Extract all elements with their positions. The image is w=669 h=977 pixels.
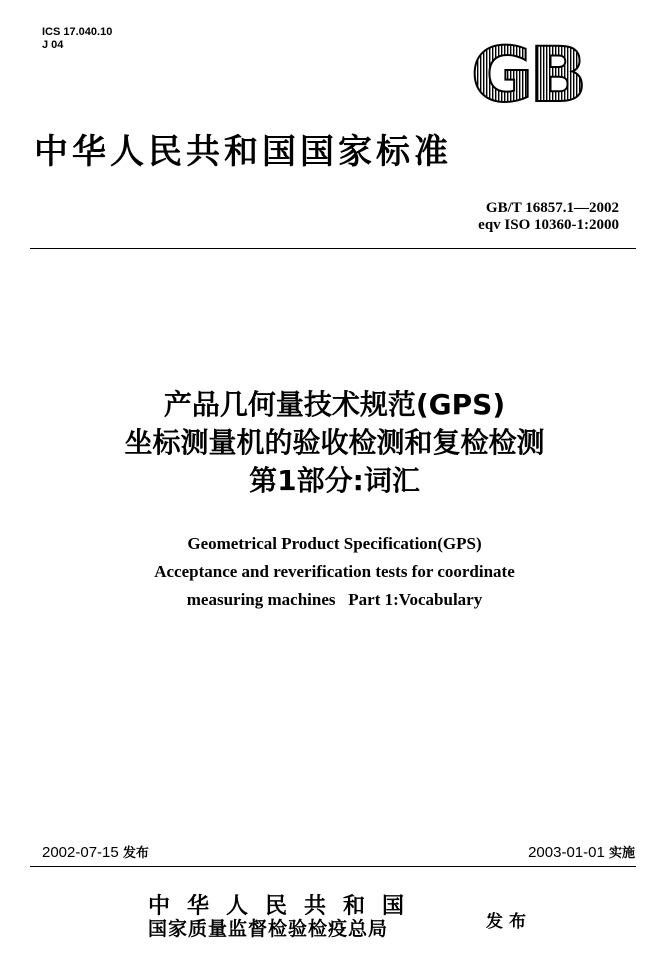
issuing-authority bbox=[148, 894, 421, 940]
issue-date-value: 2002-07-15 bbox=[42, 844, 119, 861]
eqv-code: eqv ISO 10360-1:2000 bbox=[478, 217, 619, 233]
ics-code: ICS 17.040.10 bbox=[42, 26, 113, 38]
logo-text: GB bbox=[470, 40, 584, 106]
issue-date bbox=[42, 842, 149, 861]
gb-logo-icon bbox=[462, 40, 592, 106]
issuer-line-1: 中华人民共和国 bbox=[148, 893, 422, 919]
footer-divider bbox=[30, 866, 636, 867]
english-title-line-3: measuring machines Part 1:Vocabulary bbox=[186, 590, 483, 609]
issuer-line-2: 国家质量监督检验检疫总局 bbox=[148, 918, 389, 940]
gb-code: GB/T 16857.1—2002 bbox=[485, 200, 619, 216]
effective-date bbox=[528, 842, 635, 861]
effective-date-value: 2003-01-01 bbox=[528, 844, 605, 861]
classification-codes bbox=[42, 26, 112, 52]
standard-code bbox=[478, 200, 619, 234]
standard-title: 中华人民共和国国家标准 bbox=[34, 132, 452, 172]
issue-date-label: 发布 bbox=[122, 846, 149, 861]
publish-label: 发布 bbox=[486, 912, 532, 932]
english-title-line-1: Geometrical Product Specification(GPS) bbox=[187, 534, 482, 553]
chinese-title bbox=[0, 386, 669, 500]
ccs-code: J 04 bbox=[42, 39, 64, 51]
chinese-title-line-3: 第1部分:词汇 bbox=[249, 464, 420, 497]
header-divider bbox=[30, 248, 636, 249]
english-title bbox=[0, 530, 669, 614]
effective-date-label: 实施 bbox=[608, 846, 635, 861]
chinese-title-line-1: 产品几何量技术规范(GPS) bbox=[163, 388, 506, 421]
english-title-line-2: Acceptance and reverification tests for coordinate bbox=[154, 562, 515, 581]
chinese-title-line-2: 坐标测量机的验收检测和复检检测 bbox=[124, 426, 545, 459]
